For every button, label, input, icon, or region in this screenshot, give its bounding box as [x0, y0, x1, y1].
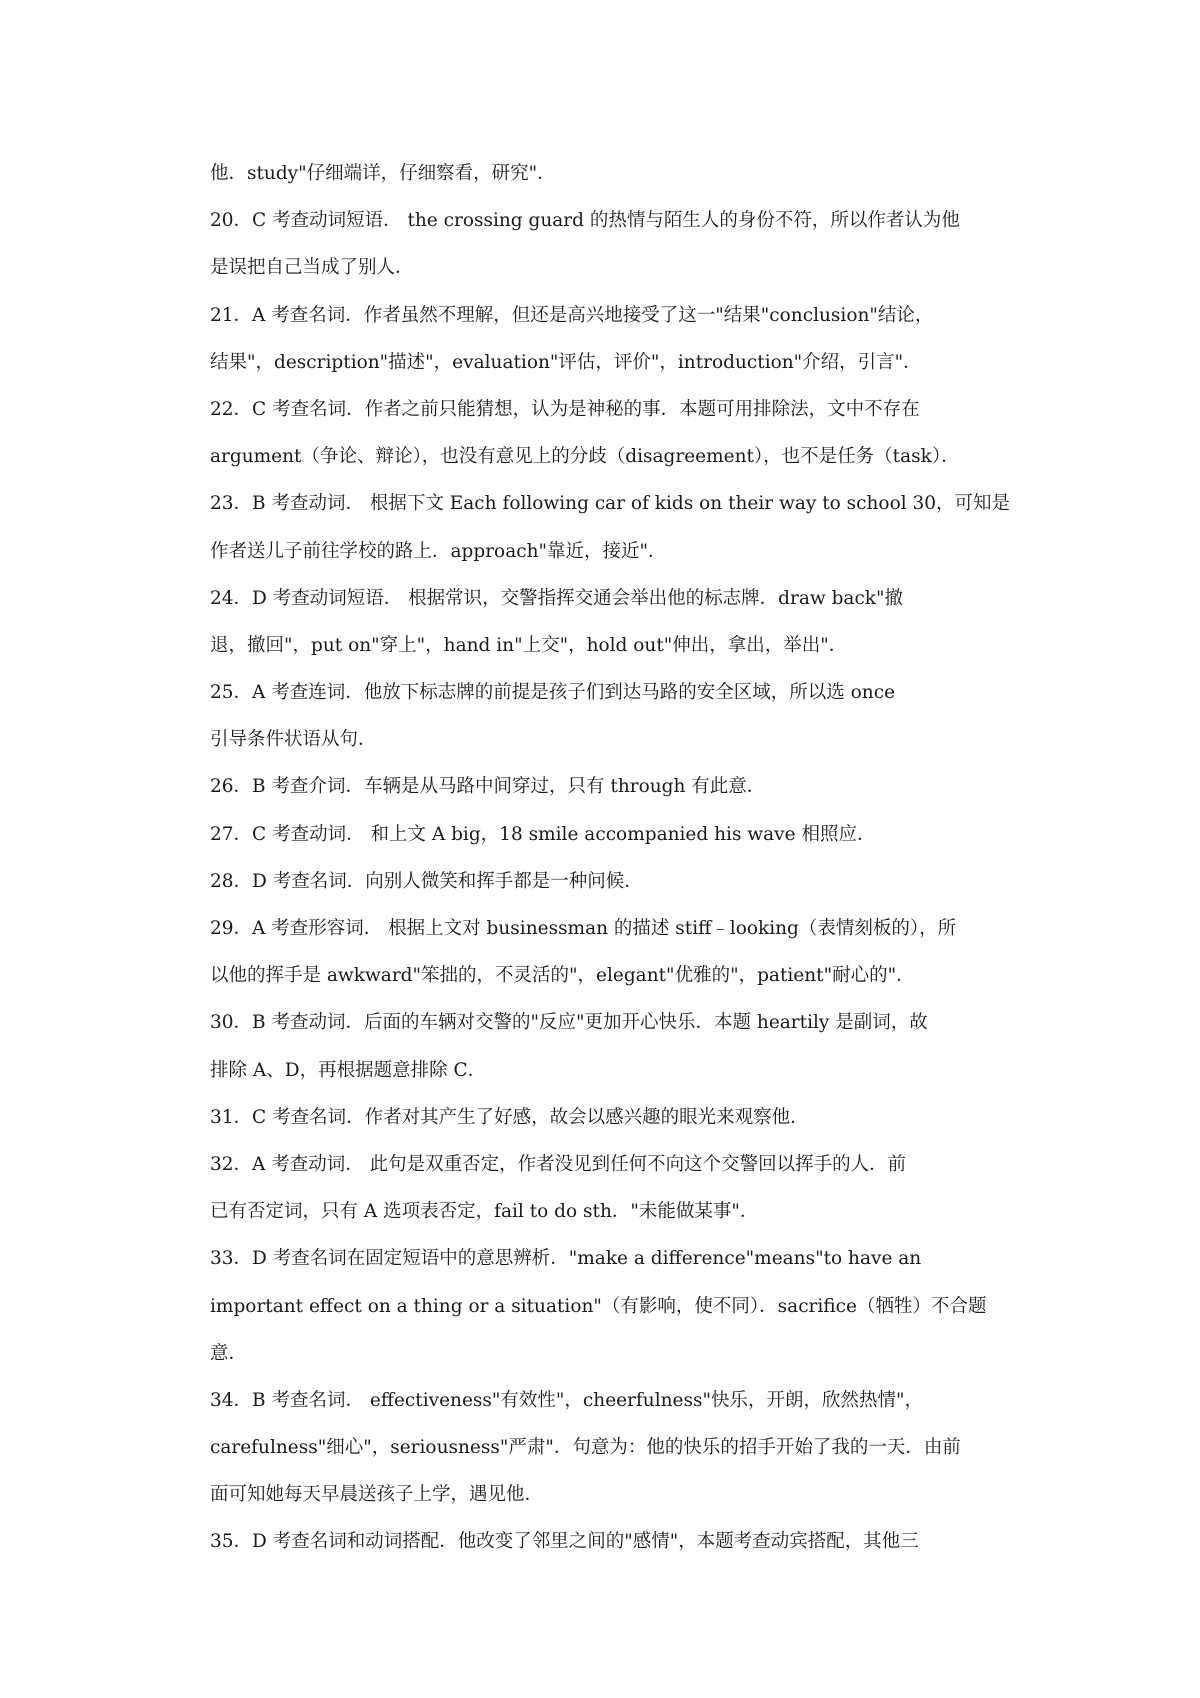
text-line: 引导条件状语从句．: [210, 729, 377, 751]
text-line: 他．study"仔细端详，仔细察看，研究"．: [210, 163, 556, 184]
text-line: important effect on a thing or a situation"（有影响，使不同）．sacrifice（牺牲）不合题: [210, 1295, 987, 1317]
text-line: 33．D 考查名词在固定短语中的意思辨析．"make a difference"means"to have an: [210, 1248, 922, 1270]
explanation-paragraph: [210, 197, 1018, 291]
explanation-paragraph: [210, 763, 1018, 810]
text-line: 29．A 考查形容词． 根据上文对 businessman 的描述 stiff﹣looking（表情刻板的），所: [210, 918, 957, 939]
explanation-paragraph: [210, 905, 1018, 999]
text-line: 25．A 考查连词．他放下标志牌的前提是孩子们到达马路的安全区域，所以选 once: [210, 682, 896, 704]
text-line: 以他的挥手是 awkward"笨拙的，不灵活的"，elegant"优雅的"，patient"耐心的"．: [210, 965, 915, 987]
explanation-paragraph: [210, 1141, 1018, 1235]
answer-explanations: [210, 150, 1018, 1566]
explanation-paragraph: [210, 999, 1018, 1093]
text-line: 27．C 考查动词． 和上文 A big，18 smile accompanied his wave 相照应．: [210, 823, 876, 845]
text-line: 26．B 考查介词．车辆是从马路中间穿过，只有 through 有此意．: [210, 776, 766, 798]
text-line: 30．B 考查动词．后面的车辆对交警的"反应"更加开心快乐．本题 heartily 是副词，故: [210, 1012, 928, 1034]
text-line: carefulness"细心"，seriousness"严肃"．句意为：他的快乐的招手开始了我的一天．由前: [210, 1437, 961, 1459]
text-line: argument（争论、辩论），也没有意见上的分歧（disagreement），也不是任务（task）．: [210, 446, 960, 468]
text-line: 20．C 考查动词短语． the crossing guard 的热情与陌生人的身份不符，所以作者认为他: [210, 210, 960, 232]
text-line: 意．: [210, 1342, 248, 1364]
explanation-paragraph: [210, 1235, 1018, 1377]
text-line: 21．A 考查名词．作者虽然不理解，但还是高兴地接受了这一"结果"conclusion"结论，: [210, 304, 934, 326]
explanation-paragraph: [210, 1518, 1018, 1565]
explanation-paragraph: [210, 811, 1018, 858]
text-line: 结果"，description"描述"，evaluation"评估，评价"，introduction"介绍，引言"．: [210, 351, 922, 373]
text-line: 22．C 考查名词．作者之前只能猜想，认为是神秘的事．本题可用排除法，文中不存在: [210, 398, 920, 420]
text-line: 24．D 考查动词短语． 根据常识，交警指挥交通会举出他的标志牌．draw back"撤: [210, 587, 904, 609]
text-line: 作者送儿子前往学校的路上．approach"靠近，接近"．: [210, 540, 667, 562]
explanation-paragraph: [210, 858, 1018, 905]
text-line: 28．D 考查名词．向别人微笑和挥手都是一种问候．: [210, 870, 643, 892]
explanation-paragraph: [210, 669, 1018, 763]
text-line: 排除 A、D，再根据题意排除 C．: [210, 1059, 487, 1081]
text-line: 31．C 考查名词．作者对其产生了好感，故会以感兴趣的眼光来观察他．: [210, 1106, 809, 1128]
explanation-paragraph: [210, 480, 1018, 574]
explanation-paragraph: [210, 575, 1018, 669]
explanation-paragraph: [210, 292, 1018, 386]
text-line: 35．D 考查名词和动词搭配．他改变了邻里之间的"感情"，本题考查动宾搭配，其他三: [210, 1531, 919, 1553]
text-line: 23．B 考查动词． 根据下文 Each following car of kids on their way to school 30，可知是: [210, 493, 1011, 515]
text-line: 退，撤回"，put on"穿上"，hand in"上交"，hold out"伸出，拿出，举出"．: [210, 634, 848, 656]
text-line: 面可知她每天早晨送孩子上学，遇见他．: [210, 1484, 544, 1506]
explanation-paragraph: [210, 386, 1018, 480]
text-line: 32．A 考查动词． 此句是双重否定，作者没见到任何不向这个交警回以挥手的人．前: [210, 1153, 907, 1175]
text-line: 是误把自己当成了别人．: [210, 257, 414, 279]
explanation-paragraph: [210, 1094, 1018, 1141]
text-line: 已有否定词，只有 A 选项表否定，fail to do sth．"未能做某事"．: [210, 1201, 759, 1223]
explanation-paragraph: [210, 150, 1018, 197]
explanation-paragraph: [210, 1377, 1018, 1519]
text-line: 34．B 考查名词． effectiveness"有效性"，cheerfulness"快乐，开朗，欣然热情"，: [210, 1389, 923, 1411]
